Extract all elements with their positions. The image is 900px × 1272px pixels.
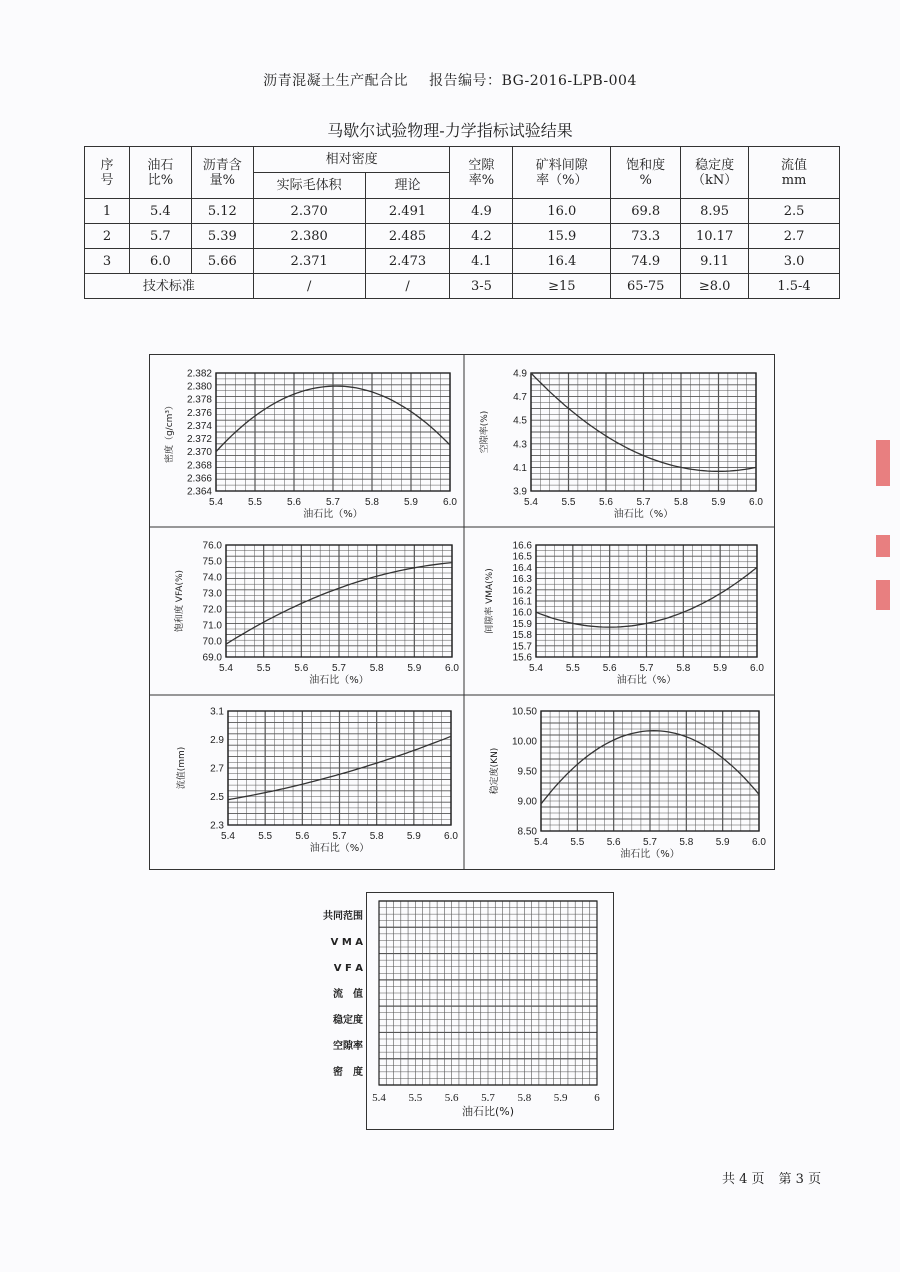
range-band-chart	[323, 892, 614, 1130]
y-axis-label: 间隙率 VMA(%)	[485, 568, 495, 634]
cell: 5.66	[191, 249, 253, 274]
y-tick-label: 16.6	[512, 540, 532, 552]
band-row-label: V F A	[333, 963, 363, 974]
y-tick-label: 3.1	[210, 706, 224, 718]
cell: 3.0	[749, 249, 840, 274]
y-tick-label: 4.9	[513, 368, 527, 380]
y-tick-label: 71.0	[202, 620, 222, 632]
y-tick-label: 2.376	[186, 407, 212, 419]
y-tick-label: 8.50	[517, 826, 537, 838]
cell: 16.4	[513, 249, 611, 274]
y-tick-label: 3.9	[513, 486, 527, 498]
y-tick-label: 2.3	[210, 820, 224, 832]
x-tick-label: 5.9	[553, 1092, 568, 1104]
x-tick-label: 5.7	[481, 1092, 495, 1104]
x-tick-label: 5.5	[408, 1092, 423, 1104]
stamp-mark	[876, 440, 890, 486]
y-tick-label: 16.1	[512, 596, 532, 608]
table-row	[85, 224, 840, 249]
x-tick-label: 5.5	[248, 497, 262, 508]
cell: 65-75	[611, 274, 681, 299]
y-tick-label: 2.372	[186, 434, 212, 446]
x-tick-label: 5.8	[369, 663, 384, 674]
cell: /	[253, 274, 365, 299]
y-tick-label: 74.0	[202, 572, 222, 584]
x-tick-label: 5.9	[711, 497, 726, 508]
results-table	[84, 146, 840, 299]
x-tick-label: 5.5	[570, 837, 585, 848]
chart-panel	[149, 354, 775, 870]
header-title: 沥青混凝土生产配合比	[263, 73, 409, 89]
cell: 5.39	[191, 224, 253, 249]
y-tick-label: 4.1	[513, 462, 527, 474]
y-axis-label: 空隙率(%)	[480, 410, 490, 454]
doc-title: 马歇尔试验物理-力学指标试验结果	[327, 121, 573, 140]
x-tick-label: 5.8	[365, 497, 379, 508]
x-tick-label: 5.4	[221, 831, 235, 842]
report-number-value: BG-2016-LPB-004	[501, 73, 637, 89]
x-tick-label: 6.0	[752, 837, 766, 848]
x-tick-label: 5.8	[369, 831, 384, 842]
x-tick-label: 5.4	[219, 663, 233, 674]
x-axis-label: 油石比（%）	[613, 509, 674, 520]
band-row-label: 流 值	[333, 989, 363, 1000]
cell: 9.11	[681, 249, 749, 274]
x-tick-label: 5.5	[258, 831, 273, 842]
x-axis-label: 油石比（%）	[303, 509, 363, 520]
x-tick-label: 5.7	[639, 663, 654, 674]
y-tick-label: 2.5	[210, 792, 224, 803]
cell: 2.371	[253, 249, 365, 274]
cell: 2	[85, 224, 130, 249]
x-tick-label: 5.7	[332, 831, 347, 842]
x-tick-label: 5.6	[444, 1092, 459, 1104]
marshall-chart	[163, 369, 457, 521]
y-tick-label: 16.0	[512, 607, 532, 619]
cell: 5.12	[191, 199, 253, 224]
x-tick-label: 5.9	[406, 831, 421, 842]
x-tick-label: 5.9	[404, 497, 418, 508]
y-tick-label: 16.5	[512, 551, 532, 563]
cell: 2.7	[749, 224, 840, 249]
x-tick-label: 5.9	[715, 837, 730, 848]
header-bulk: 实际毛体积	[253, 173, 365, 199]
y-tick-label: 69.0	[202, 652, 222, 664]
marshall-chart	[173, 541, 459, 687]
x-tick-label: 6.0	[443, 497, 457, 508]
cell: 2.5	[749, 199, 840, 224]
x-axis-label: 油石比（%）	[616, 675, 677, 686]
y-tick-label: 16.2	[512, 585, 532, 597]
cell: 4.9	[450, 199, 513, 224]
x-tick-label: 6	[594, 1092, 600, 1104]
y-axis-label: 密度（g/cm³）	[165, 400, 175, 464]
report-number-label: 报告编号：	[429, 73, 502, 89]
x-tick-label: 5.5	[565, 663, 580, 674]
cell: 15.9	[513, 224, 611, 249]
x-axis-label: 油石比(%)	[461, 1105, 515, 1118]
page-number: 第 3 页	[778, 1172, 822, 1187]
y-tick-label: 15.6	[512, 652, 532, 664]
cell: /	[365, 274, 450, 299]
x-tick-label: 5.6	[602, 663, 617, 674]
band-row-label: 空隙率	[333, 1041, 363, 1052]
cell: 4.2	[450, 224, 513, 249]
cell: 16.0	[513, 199, 611, 224]
cell: 2.380	[253, 224, 365, 249]
x-tick-label: 5.8	[517, 1092, 532, 1104]
x-tick-label: 5.4	[209, 497, 223, 508]
y-tick-label: 10.00	[511, 736, 537, 748]
standard-row	[85, 274, 840, 299]
y-tick-label: 15.8	[512, 630, 532, 642]
x-axis-label: 油石比（%）	[620, 849, 680, 860]
y-tick-label: 4.5	[513, 415, 527, 427]
y-tick-label: 15.9	[512, 618, 532, 630]
y-axis-label: 稳定度(KN)	[490, 747, 500, 795]
table-row	[85, 199, 840, 224]
x-tick-label: 5.4	[372, 1092, 386, 1104]
band-row-label: 密 度	[333, 1067, 363, 1078]
marshall-chart	[478, 369, 763, 521]
x-tick-label: 5.7	[326, 497, 340, 508]
y-tick-label: 2.374	[186, 420, 212, 432]
x-axis-label: 油石比（%）	[309, 843, 370, 854]
cell: 8.95	[681, 199, 749, 224]
y-tick-label: 4.7	[513, 392, 527, 404]
band-row-label: V M A	[330, 937, 363, 948]
cell: 69.8	[611, 199, 681, 224]
y-axis-label: 饱和度 VFA(%)	[175, 569, 185, 633]
x-tick-label: 5.8	[674, 497, 688, 508]
header-stability: 稳定度 （kN）	[681, 147, 749, 199]
header-seq: 序 号	[85, 147, 130, 199]
cell: 4.1	[450, 249, 513, 274]
x-tick-label: 5.6	[295, 831, 310, 842]
x-tick-label: 5.7	[643, 837, 657, 848]
y-tick-label: 16.3	[512, 574, 532, 586]
marshall-chart	[483, 541, 764, 687]
stamp-mark	[876, 535, 890, 557]
x-tick-label: 5.9	[713, 663, 728, 674]
cell: 1.5-4	[749, 274, 840, 299]
x-tick-label: 5.4	[529, 663, 543, 674]
y-tick-label: 2.368	[186, 460, 212, 472]
page-header	[0, 70, 900, 90]
y-tick-label: 75.0	[202, 556, 222, 568]
y-tick-label: 2.364	[186, 486, 212, 498]
x-tick-label: 5.4	[534, 837, 548, 848]
charts-svg	[150, 355, 774, 869]
header-vma: 矿料间隙 率（%）	[513, 147, 611, 199]
x-tick-label: 6.0	[444, 831, 458, 842]
header-asphalt: 沥青含 量%	[191, 147, 253, 199]
cell: 2.370	[253, 199, 365, 224]
x-tick-label: 5.4	[524, 497, 538, 508]
cell: 10.17	[681, 224, 749, 249]
header-flow: 流值 mm	[749, 147, 840, 199]
range-band-svg	[323, 893, 613, 1129]
cell: 2.491	[365, 199, 450, 224]
x-axis-label: 油石比（%）	[309, 675, 369, 686]
y-tick-label: 9.50	[517, 766, 537, 778]
y-tick-label: 76.0	[202, 540, 222, 552]
cell: 技术标准	[85, 274, 254, 299]
y-tick-label: 2.382	[186, 368, 212, 380]
cell: 5.4	[129, 199, 191, 224]
header-rel-density: 相对密度	[253, 147, 450, 173]
y-tick-label: 2.380	[186, 381, 212, 393]
y-tick-label: 9.00	[517, 796, 537, 808]
cell: 2.473	[365, 249, 450, 274]
marshall-chart	[488, 707, 766, 861]
header-voids: 空隙 率%	[450, 147, 513, 199]
y-tick-label: 2.370	[186, 447, 212, 459]
band-grid	[379, 901, 597, 1085]
cell: ≥15	[513, 274, 611, 299]
x-tick-label: 6.0	[445, 663, 459, 674]
x-tick-label: 5.7	[332, 663, 346, 674]
x-tick-label: 5.9	[407, 663, 422, 674]
cell: 1	[85, 199, 130, 224]
x-tick-label: 5.6	[606, 837, 621, 848]
total-pages: 共 4 页	[722, 1172, 765, 1187]
y-tick-label: 70.0	[202, 636, 222, 648]
y-tick-label: 72.0	[202, 604, 222, 616]
x-tick-label: 6.0	[750, 663, 764, 674]
x-tick-label: 5.8	[676, 663, 691, 674]
y-tick-label: 2.7	[210, 763, 224, 775]
y-tick-label: 16.4	[512, 562, 532, 574]
cell: 3-5	[450, 274, 513, 299]
report-number	[429, 73, 637, 89]
y-tick-label: 2.366	[186, 473, 212, 485]
y-tick-label: 10.50	[511, 706, 537, 718]
table-row	[85, 249, 840, 274]
header-theory: 理论	[365, 173, 450, 199]
y-tick-label: 73.0	[202, 588, 222, 600]
cell: 6.0	[129, 249, 191, 274]
x-tick-label: 5.5	[256, 663, 271, 674]
header-vfa: 饱和度 %	[611, 147, 681, 199]
y-tick-label: 2.9	[210, 735, 224, 746]
cell: 74.9	[611, 249, 681, 274]
y-tick-label: 15.7	[512, 641, 532, 653]
band-row-label: 共同范围	[323, 911, 363, 922]
stamp-mark	[876, 580, 890, 610]
x-tick-label: 5.8	[679, 837, 694, 848]
header-oil-ratio: 油石 比%	[129, 147, 191, 199]
y-axis-label: 流值(mm)	[177, 746, 187, 790]
x-tick-label: 6.0	[749, 497, 763, 508]
cell: 2.485	[365, 224, 450, 249]
cell: 73.3	[611, 224, 681, 249]
y-tick-label: 4.3	[513, 439, 527, 451]
x-tick-label: 5.7	[636, 497, 651, 508]
marshall-chart	[175, 707, 458, 855]
cell: 5.7	[129, 224, 191, 249]
y-tick-label: 2.378	[186, 394, 212, 406]
x-tick-label: 5.6	[294, 663, 309, 674]
x-tick-label: 5.5	[561, 497, 576, 508]
cell: ≥8.0	[681, 274, 749, 299]
x-tick-label: 5.6	[599, 497, 613, 508]
cell: 3	[85, 249, 130, 274]
x-tick-label: 5.6	[287, 497, 301, 508]
band-row-label: 稳定度	[333, 1015, 363, 1026]
page-footer	[722, 1168, 835, 1187]
